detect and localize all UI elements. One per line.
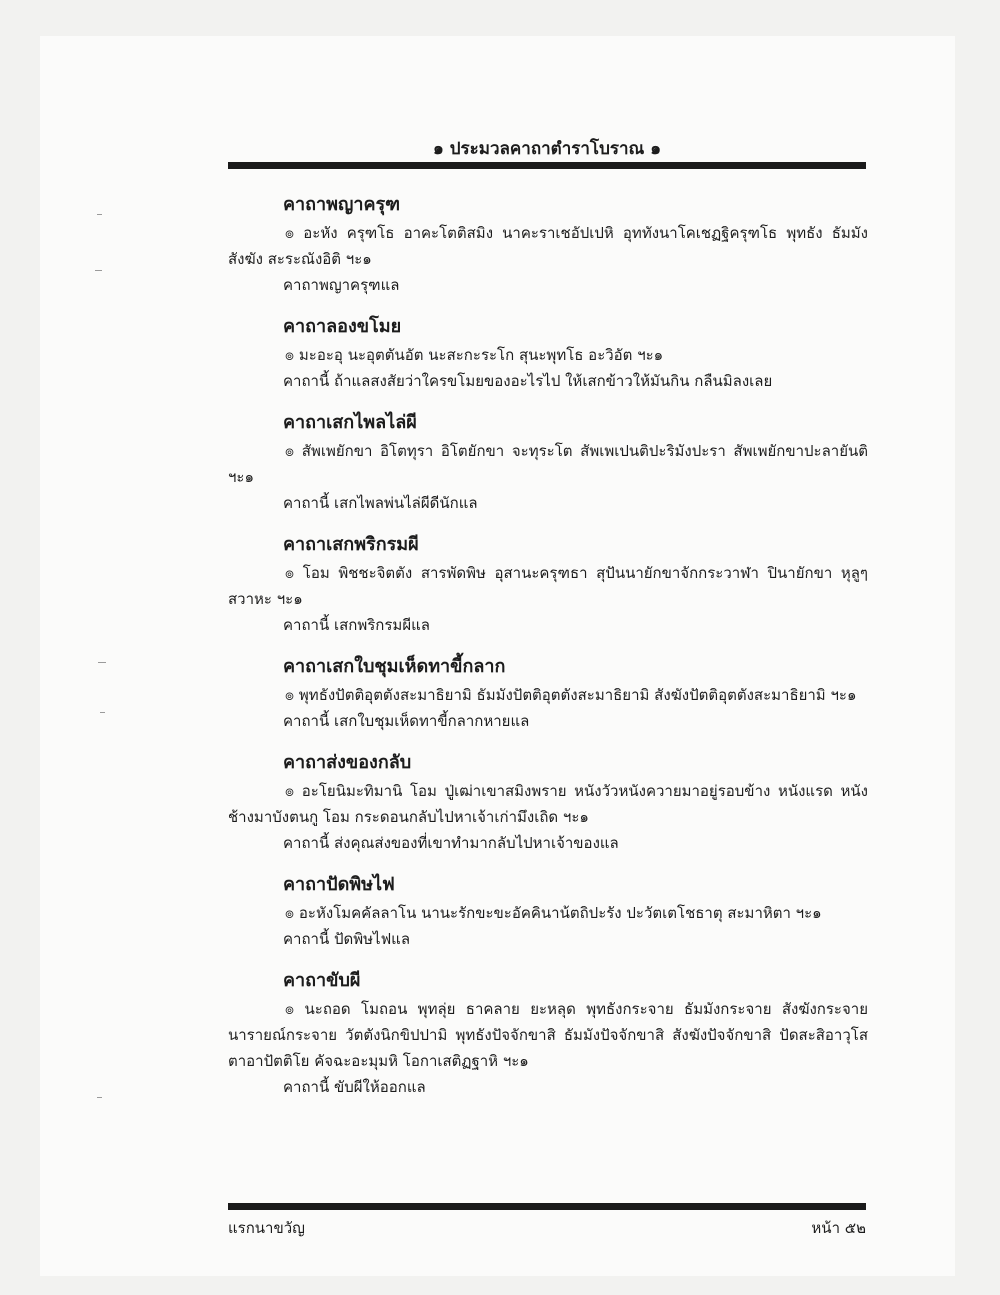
section-note: คาถานี้ ถ้าแลสงสัยว่าใครขโมยของอะไรไป ให้เสกข้าวให้มันกิน กลืนมิลงเลย (283, 372, 773, 390)
section-note: คาถานี้ ส่งคุณส่งของที่เขาทำมากลับไปหาเจ้าของแล (283, 834, 619, 852)
scan-speck (97, 1097, 102, 1098)
section-plai (228, 408, 868, 516)
section-garuda (228, 190, 868, 298)
section-note: คาถานี้ เสกใบชุมเห็ดทาขี้กลากหายแล (283, 712, 530, 730)
section-title: คาถาเสกพริกรมผี (283, 534, 419, 555)
section-chili (228, 530, 868, 638)
section-verse: ๏ อะหังโมคคัลลาโน นานะรักขะขะอัคคินาน้ตถิปะรัง ปะวัตเตโชธาตุ สะมาหิตา ฯะ๑ (285, 904, 822, 922)
page-number: หน้า ๕๒ (811, 1219, 866, 1237)
header-rule (228, 162, 866, 169)
section-verse: ๏ นะถอด โมถอน พุทลุ่ย ธาคลาย ยะหลุด พุทธังกระจาย ธัมมังกระจาย สังฆังกระจาย นารายณ์กระจาย วัตตังนิกขิปปามิ พุทธังปัจจักขาสิ ธัมมังปัจจักขาสิ สังฆังปัจจักขาสิ ปัดสะสิอาวุโส ตาอาปัตติโย คัจฉะอะมุมหิ โอกาเสติฏฐาหิ ฯะ๑ (228, 1000, 868, 1070)
section-note: คาถานี้ เสกไพลพ่นไล่ผีดีนักแล (283, 494, 478, 512)
section-title: คาถาขับผี (283, 970, 361, 991)
section-title: คาถาเสกไพลไล่ผี (283, 412, 417, 433)
section-verse: ๏ สัพเพยักขา อิโตทุรา อิโตยักขา จะทุระโต สัพเพเปนติปะริมังปะรา สัพเพยักขาปะลายันติ ฯะ๑ (228, 442, 868, 486)
section-verse: ๏ พุทธังปัตติอุตตังสะมาธิยามิ ธัมมังปัตติอุตตังสะมาธิยามิ สังฆังปัตติอุตตังสะมาธิยามิ ฯะ๑ (285, 686, 857, 704)
section-fire (228, 870, 868, 952)
section-verse: ๏ มะอะอุ นะอุตตันอัต นะสะกะระโก สุนะพุทโธ อะวิอัต ฯะ๑ (285, 346, 664, 364)
section-note: คาถานี้ ขับผีให้ออกแล (283, 1078, 426, 1096)
scan-speck (98, 662, 106, 663)
footer-rule (228, 1203, 866, 1210)
section-thief (228, 312, 868, 394)
document-body (228, 190, 868, 1114)
section-note: คาถานี้ เสกพริกรมผีแล (283, 616, 430, 634)
scan-speck (95, 270, 102, 271)
section-exorcism (228, 966, 868, 1100)
section-verse: ๏ โอม พิชชะจิตตัง สารพัดพิษ อุสานะครุฑธา สุปันนายักขาจักกระวาฬา ปินายักขา หุลูๆ สวาหะ ฯะ๑ (228, 564, 868, 608)
footer-book-title: แรกนาขวัญ (228, 1219, 305, 1237)
section-title: คาถาลองขโมย (283, 316, 402, 337)
section-return (228, 748, 868, 856)
scan-speck (97, 214, 102, 215)
scan-speck (100, 712, 105, 713)
section-ringworm (228, 652, 868, 734)
page-header: ๑ ประมวลคาถาตำราโบราณ ๑ (432, 139, 662, 159)
section-title: คาถาเสกใบชุมเห็ดทาขี้กลาก (283, 656, 506, 677)
section-title: คาถาพญาครุฑ (283, 194, 401, 215)
section-verse: ๏ อะหัง ครุฑโธ อาคะโตติสมิง นาคะราเชอัปเปหิ อุททังนาโคเชฏฐิครุฑโธ พุทธัง ธัมมัง สังฆัง สะระณังอิติ ฯะ๑ (228, 224, 868, 268)
section-verse: ๏ อะโยนิมะทิมานิ โอม ปู่เฒ่าเขาสมิงพราย หนังวัวหนังควายมาอยู่รอบข้าง หนังแรด หนังช้างมาบังตนกู โอม กระดอนกลับไปหาเจ้าเก่ามึงเถิด ฯะ๑ (228, 782, 868, 826)
section-note: คาถาพญาครุฑแล (283, 276, 400, 294)
section-title: คาถาส่งของกลับ (283, 752, 412, 773)
section-note: คาถานี้ ปัดพิษไฟแล (283, 930, 411, 948)
section-title: คาถาปัดพิษไฟ (283, 874, 395, 895)
